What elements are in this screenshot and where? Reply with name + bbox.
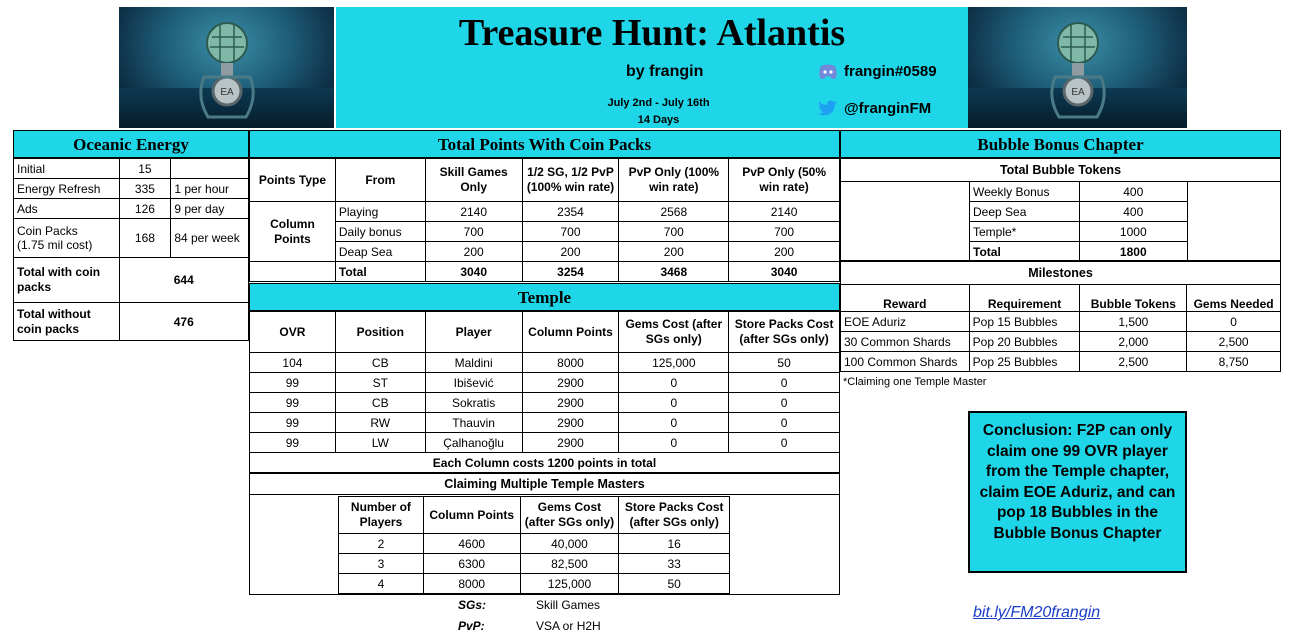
table-cell: 0 — [729, 433, 840, 453]
row-value: 126 — [119, 199, 171, 219]
table-cell: 2354 — [522, 202, 619, 222]
table-cell: 2140 — [729, 202, 840, 222]
player-cell: Çalhanoğlu — [425, 433, 522, 453]
table-row — [339, 534, 730, 554]
table-cell: 2140 — [425, 202, 522, 222]
column-header: Number of Players — [339, 497, 424, 534]
table-cell: 1,500 — [1080, 312, 1187, 332]
bubble-tokens-table — [969, 181, 1188, 262]
reward-cell: 100 Common Shards — [841, 352, 970, 372]
discord-label: frangin#0589 — [844, 63, 937, 80]
player-cell: Thauvin — [425, 413, 522, 433]
column-header: OVR — [250, 312, 336, 353]
banner-art-left — [119, 7, 334, 128]
banner-title-panel — [336, 7, 968, 128]
column-header: Column Points — [423, 497, 520, 534]
table-cell: 200 — [619, 242, 729, 262]
multiple-masters-table — [338, 496, 730, 594]
temple-header: Temple — [249, 283, 840, 311]
table-row — [339, 574, 730, 594]
legend-sg-key: SGs: — [458, 598, 487, 612]
oceanic-energy-table — [13, 158, 249, 341]
row-value: 15 — [119, 159, 171, 179]
table-cell: 50 — [729, 353, 840, 373]
position-cell: LW — [335, 433, 425, 453]
table-row — [970, 182, 1188, 202]
ovr-cell: 99 — [250, 373, 336, 393]
table-cell: 125,000 — [619, 353, 729, 373]
table-header-row — [250, 312, 840, 353]
row-label — [14, 219, 120, 258]
table-row — [841, 312, 1281, 332]
table-row — [841, 352, 1281, 372]
table-cell: 8,750 — [1187, 352, 1281, 372]
table-row — [250, 222, 840, 242]
table-row — [970, 202, 1188, 222]
row-note: 84 per week — [171, 219, 249, 258]
table-cell: 700 — [729, 222, 840, 242]
column-header: Reward — [841, 285, 970, 312]
table-cell: 700 — [619, 222, 729, 242]
table-row — [339, 554, 730, 574]
bubble-tokens-header: Total Bubble Tokens — [841, 159, 1280, 182]
coin-packs-label: Coin Packs — [17, 224, 78, 238]
table-cell: 125,000 — [520, 574, 619, 594]
table-cell: 2568 — [619, 202, 729, 222]
row-label: Total — [335, 262, 425, 282]
total-label: Total with coin packs — [14, 258, 120, 303]
row-label: Ads — [14, 199, 120, 219]
column-header: From — [335, 159, 425, 202]
table-cell: 50 — [619, 574, 730, 594]
twitter-label: @franginFM — [844, 100, 932, 117]
column-header: Bubble Tokens — [1080, 285, 1187, 312]
row-label: Initial — [14, 159, 120, 179]
column-header: Skill Games Only — [425, 159, 522, 202]
column-header: Points Type — [250, 159, 336, 202]
table-cell: 2,500 — [1187, 332, 1281, 352]
row-note — [171, 159, 249, 179]
reward-cell: 30 Common Shards — [841, 332, 970, 352]
table-header-row — [841, 285, 1281, 312]
table-cell: 33 — [619, 554, 730, 574]
table-cell: 200 — [425, 242, 522, 262]
column-header: Gems Cost (after SGs only) — [520, 497, 619, 534]
table-row — [14, 303, 249, 341]
player-cell: Sokratis — [425, 393, 522, 413]
conclusion-box: Conclusion: F2P can only claim one 99 OVR player from the Temple chapter, claim EOE Aduriz, and can pop 18 Bubbles in the Bubble Bonus Chapter — [968, 411, 1187, 573]
table-cell: 1000 — [1079, 222, 1187, 242]
table-cell: 0 — [1187, 312, 1281, 332]
date-range: July 2nd - July 16th — [607, 97, 710, 109]
table-cell: 2900 — [522, 413, 619, 433]
row-value: 168 — [119, 219, 171, 258]
ovr-cell: 99 — [250, 433, 336, 453]
twitter-handle — [818, 100, 931, 117]
discord-icon — [818, 64, 838, 80]
table-cell: 200 — [729, 242, 840, 262]
ovr-cell: 99 — [250, 413, 336, 433]
event-duration: 14 Days — [637, 114, 680, 126]
temple-footnote: *Claiming one Temple Master — [843, 376, 987, 388]
column-header: PvP Only (100% win rate) — [619, 159, 729, 202]
player-cell: Maldini — [425, 353, 522, 373]
table-row — [250, 433, 840, 453]
trophy-statue-icon — [1043, 17, 1113, 127]
page-title: Treasure Hunt: Atlantis — [458, 12, 846, 54]
row-label: Deap Sea — [335, 242, 425, 262]
milestones-panel — [840, 261, 1281, 285]
table-row — [250, 353, 840, 373]
table-cell: 3040 — [729, 262, 840, 282]
table-cell: 4 — [339, 574, 424, 594]
column-header: Column Points — [522, 312, 619, 353]
table-cell: 700 — [425, 222, 522, 242]
table-row — [250, 393, 840, 413]
table-row — [250, 202, 840, 222]
column-header: 1/2 SG, 1/2 PvP (100% win rate) — [522, 159, 619, 202]
table-cell: 16 — [619, 534, 730, 554]
table-row — [250, 373, 840, 393]
column-header: Gems Cost (after SGs only) — [619, 312, 729, 353]
trophy-statue-icon — [192, 17, 262, 127]
position-cell: ST — [335, 373, 425, 393]
table-cell: 0 — [619, 413, 729, 433]
column-cost-note: Each Column costs 1200 points in total — [250, 453, 840, 473]
row-label: Energy Refresh — [14, 179, 120, 199]
table-header-row — [339, 497, 730, 534]
total-value: 644 — [119, 258, 248, 303]
table-cell: 3468 — [619, 262, 729, 282]
milestones-header: Milestones — [1028, 266, 1093, 280]
position-cell: CB — [335, 353, 425, 373]
multiple-masters-header: Claiming Multiple Temple Masters — [250, 474, 839, 495]
column-header: Position — [335, 312, 425, 353]
table-cell: 2900 — [522, 393, 619, 413]
table-cell: 4600 — [423, 534, 520, 554]
table-cell: 0 — [729, 413, 840, 433]
column-header: Store Packs Cost (after SGs only) — [729, 312, 840, 353]
svg-text:EA: EA — [219, 87, 234, 98]
total-points-table — [249, 158, 840, 282]
table-cell: 6300 — [423, 554, 520, 574]
legend-pvp-key: PvP: — [458, 619, 485, 633]
requirement-cell: Pop 15 Bubbles — [969, 312, 1080, 332]
ovr-cell: 99 — [250, 393, 336, 413]
oceanic-energy-header: Oceanic Energy — [13, 130, 249, 158]
table-row — [970, 222, 1188, 242]
short-link[interactable]: bit.ly/FM20frangin — [973, 604, 1101, 621]
table-cell: 2900 — [522, 373, 619, 393]
column-header: PvP Only (50% win rate) — [729, 159, 840, 202]
table-cell: 3254 — [522, 262, 619, 282]
svg-text:EA: EA — [1070, 87, 1085, 98]
table-cell: 1800 — [1079, 242, 1187, 262]
reward-cell: EOE Aduriz — [841, 312, 970, 332]
legend-pvp-value: VSA or H2H — [536, 619, 601, 633]
table-cell: 200 — [522, 242, 619, 262]
discord-handle — [818, 63, 937, 80]
player-cell: Ibišević — [425, 373, 522, 393]
table-row — [250, 262, 840, 282]
table-row — [14, 199, 249, 219]
total-label: Total without coin packs — [14, 303, 120, 341]
table-row — [14, 219, 249, 258]
table-row — [14, 179, 249, 199]
row-label: Deep Sea — [970, 202, 1080, 222]
row-note: 1 per hour — [171, 179, 249, 199]
column-header: Store Packs Cost (after SGs only) — [619, 497, 730, 534]
table-cell: 2,000 — [1080, 332, 1187, 352]
table-cell: 0 — [729, 373, 840, 393]
table-cell: 2 — [339, 534, 424, 554]
points-type-label: Column Points — [250, 202, 336, 262]
ovr-cell: 104 — [250, 353, 336, 373]
row-label: Daily bonus — [335, 222, 425, 242]
twitter-icon — [818, 100, 838, 117]
coin-packs-cost: (1.75 mil cost) — [17, 238, 93, 252]
table-row — [841, 332, 1281, 352]
requirement-cell: Pop 25 Bubbles — [969, 352, 1080, 372]
column-header: Requirement — [969, 285, 1080, 312]
table-cell: 40,000 — [520, 534, 619, 554]
table-cell: 3040 — [425, 262, 522, 282]
table-cell: 400 — [1079, 182, 1187, 202]
table-row — [250, 242, 840, 262]
table-cell: 0 — [729, 393, 840, 413]
row-value: 335 — [119, 179, 171, 199]
table-cell: 400 — [1079, 202, 1187, 222]
total-points-header: Total Points With Coin Packs — [249, 130, 840, 158]
position-cell: RW — [335, 413, 425, 433]
table-cell: 0 — [619, 393, 729, 413]
table-cell: 0 — [619, 373, 729, 393]
row-label: Total — [970, 242, 1080, 262]
table-header-row — [250, 159, 840, 202]
milestones-table — [840, 284, 1281, 372]
position-cell: CB — [335, 393, 425, 413]
column-header: Player — [425, 312, 522, 353]
table-cell: 2900 — [522, 433, 619, 453]
row-label: Playing — [335, 202, 425, 222]
table-row — [14, 159, 249, 179]
requirement-cell: Pop 20 Bubbles — [969, 332, 1080, 352]
table-cell: 0 — [619, 433, 729, 453]
table-cell: 8000 — [423, 574, 520, 594]
table-row — [250, 453, 840, 473]
table-cell: 2,500 — [1080, 352, 1187, 372]
legend-sg-value: Skill Games — [536, 598, 601, 612]
table-cell: 3 — [339, 554, 424, 574]
event-dates — [586, 95, 731, 129]
table-row — [970, 242, 1188, 262]
row-label: Temple* — [970, 222, 1080, 242]
author-byline: by frangin — [626, 63, 704, 80]
bubble-bonus-header: Bubble Bonus Chapter — [840, 130, 1281, 158]
empty-cell — [250, 262, 336, 282]
table-cell: 8000 — [522, 353, 619, 373]
banner-art-right — [968, 7, 1187, 128]
total-value: 476 — [119, 303, 248, 341]
temple-table — [249, 311, 840, 473]
column-header: Gems Needed — [1187, 285, 1281, 312]
table-row — [14, 258, 249, 303]
row-label: Weekly Bonus — [970, 182, 1080, 202]
table-cell: 700 — [522, 222, 619, 242]
table-cell: 82,500 — [520, 554, 619, 574]
table-row — [250, 413, 840, 433]
row-note: 9 per day — [171, 199, 249, 219]
